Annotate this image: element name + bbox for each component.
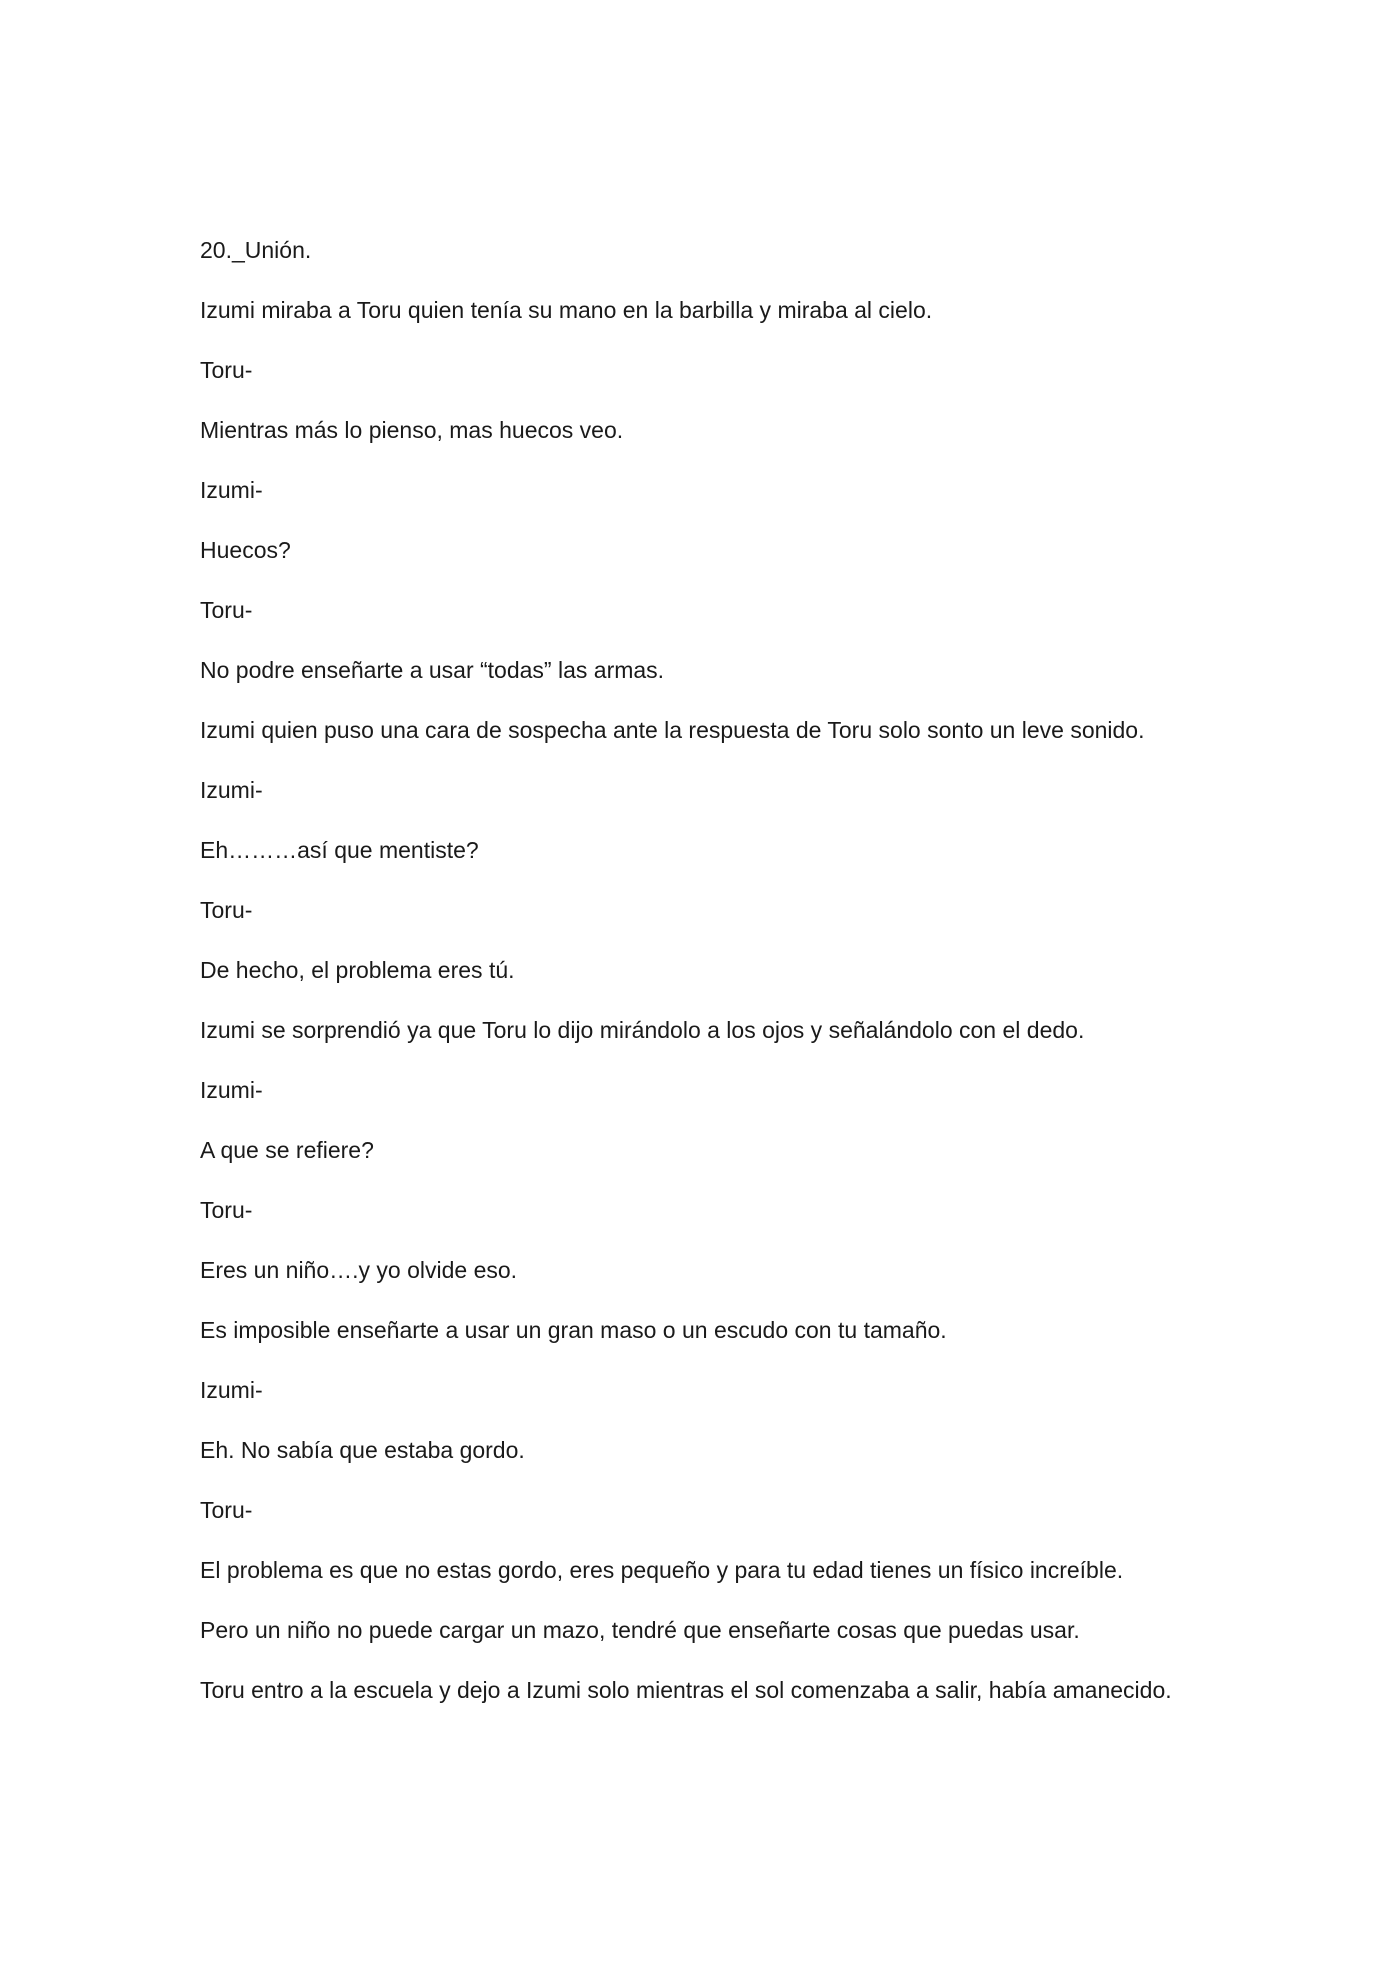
paragraph-narration: Toru entro a la escuela y dejo a Izumi solo mientras el sol comenzaba a salir, había amanecido. xyxy=(200,1677,1172,1703)
speaker-label: Toru- xyxy=(200,1497,253,1523)
dialogue-line: Eh. No sabía que estaba gordo. xyxy=(200,1437,525,1463)
chapter-title: 20._Unión. xyxy=(200,237,312,263)
speaker-label: Izumi- xyxy=(200,477,263,503)
speaker-label: Izumi- xyxy=(200,777,263,803)
speaker-label: Izumi- xyxy=(200,1377,263,1403)
paragraph-narration: Izumi quien puso una cara de sospecha ante la respuesta de Toru solo sonto un leve sonido. xyxy=(200,717,1145,743)
dialogue-line: No podre enseñarte a usar “todas” las armas. xyxy=(200,657,665,683)
dialogue-line: Huecos? xyxy=(200,537,291,563)
paragraph-narration: Izumi miraba a Toru quien tenía su mano en la barbilla y miraba al cielo. xyxy=(200,297,933,323)
paragraph-narration: Izumi se sorprendió ya que Toru lo dijo mirándolo a los ojos y señalándolo con el dedo. xyxy=(200,1017,1085,1043)
dialogue-line: A que se refiere? xyxy=(200,1137,374,1163)
document-body xyxy=(200,292,1200,1708)
dialogue-line: Mientras más lo pienso, mas huecos veo. xyxy=(200,417,624,443)
dialogue-line: El problema es que no estas gordo, eres pequeño y para tu edad tienes un físico increíble. xyxy=(200,1557,1124,1583)
dialogue-line: Es imposible enseñarte a usar un gran maso o un escudo con tu tamaño. xyxy=(200,1317,947,1343)
speaker-label: Toru- xyxy=(200,897,253,923)
dialogue-line: Eh………así que mentiste? xyxy=(200,837,479,863)
dialogue-line: De hecho, el problema eres tú. xyxy=(200,957,515,983)
speaker-label: Toru- xyxy=(200,1197,253,1223)
speaker-label: Izumi- xyxy=(200,1077,263,1103)
dialogue-line: Pero un niño no puede cargar un mazo, tendré que enseñarte cosas que puedas usar. xyxy=(200,1617,1080,1643)
speaker-label: Toru- xyxy=(200,357,253,383)
dialogue-line: Eres un niño….y yo olvide eso. xyxy=(200,1257,518,1283)
speaker-label: Toru- xyxy=(200,597,253,623)
